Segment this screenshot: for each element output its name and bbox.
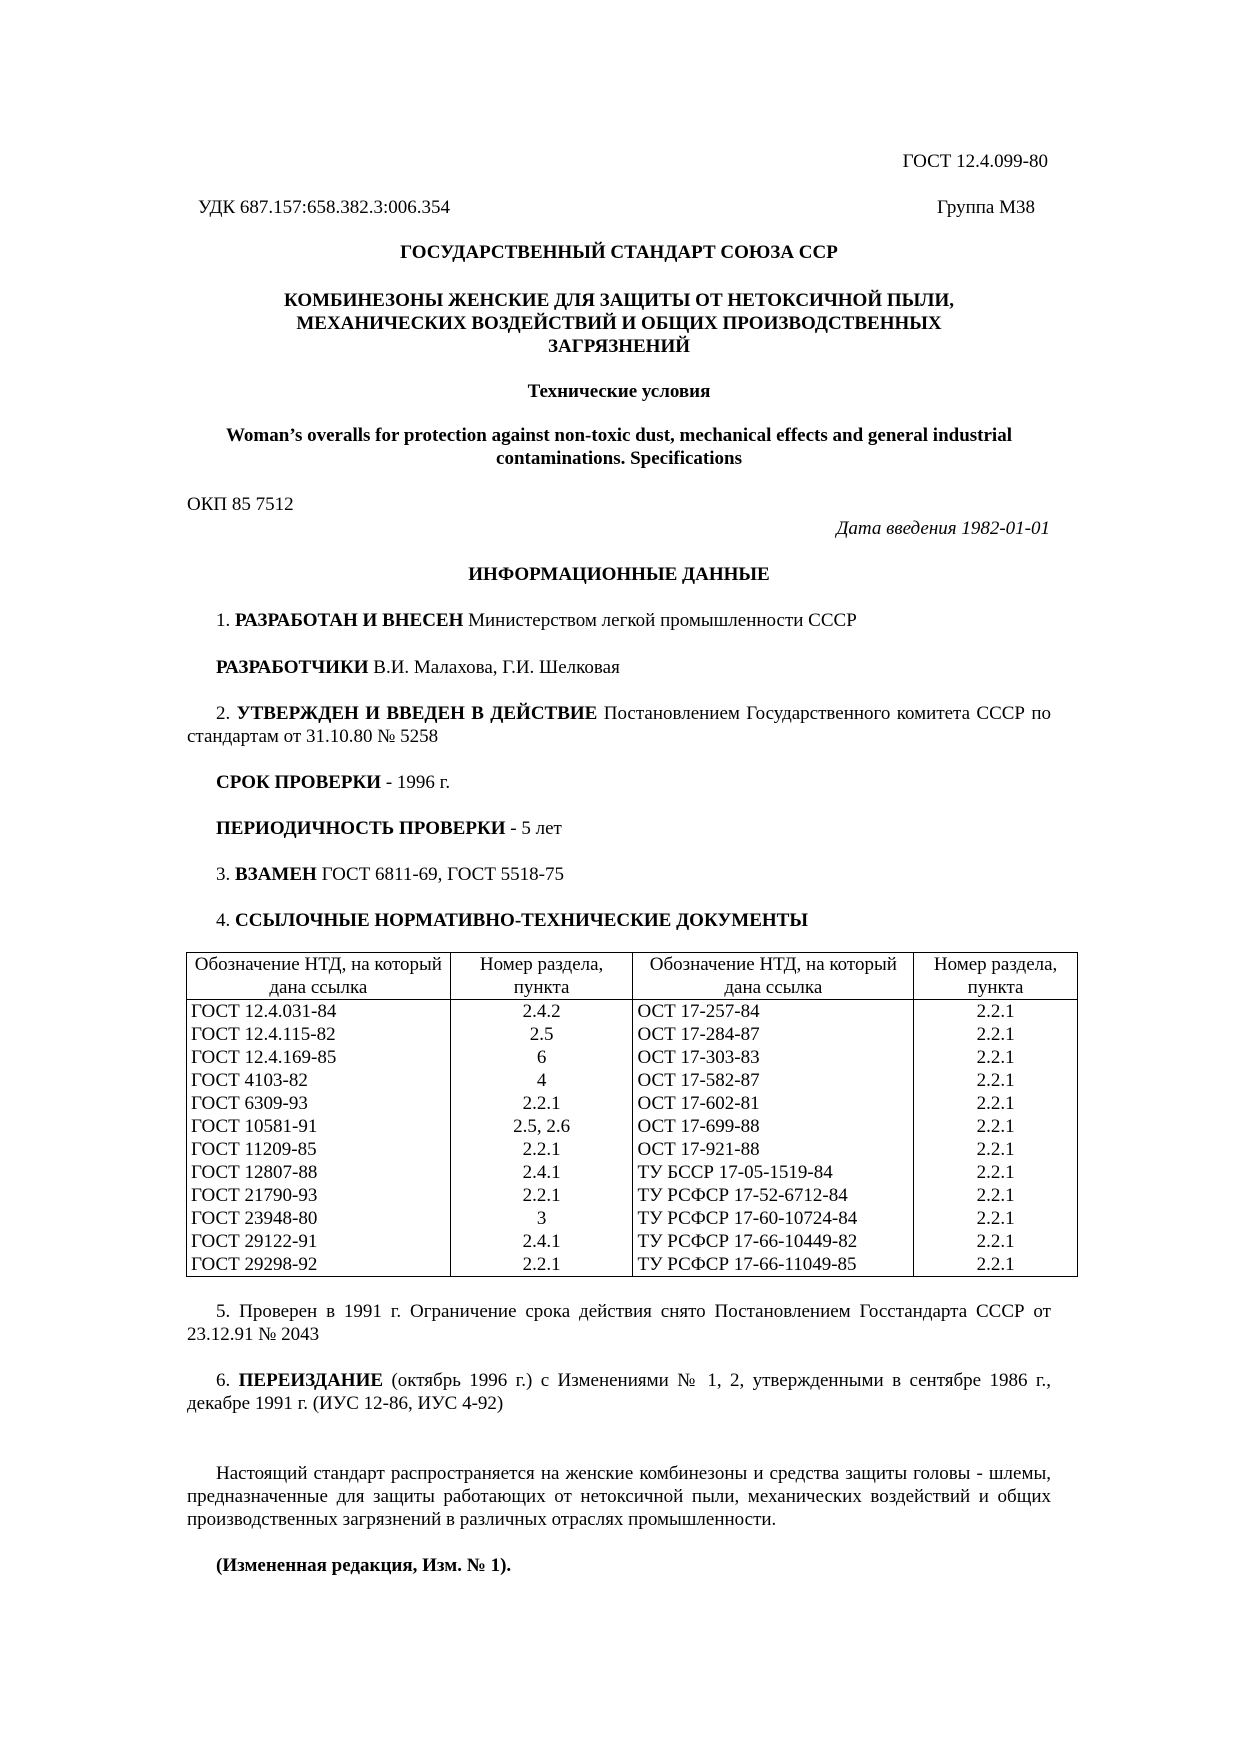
cell-doc: ОСТ 17-602-81 [633, 1092, 914, 1115]
cell-section: 2.4.1 [450, 1161, 633, 1184]
cell-doc: ТУ РСФСР 17-66-10449-82 [633, 1230, 914, 1253]
cell-doc: ГОСТ 10581-91 [187, 1115, 451, 1138]
cell-doc: ОСТ 17-284-87 [633, 1023, 914, 1046]
info-item-2 [187, 702, 1051, 748]
doc-title-line-3: ЗАГРЯЗНЕНИЙ [547, 336, 691, 357]
cell-doc: ГОСТ 21790-93 [187, 1184, 451, 1207]
doc-title-line-1: КОМБИНЕЗОНЫ ЖЕНСКИЕ ДЛЯ ЗАЩИТЫ ОТ НЕТОКСИЧНОЙ ПЫЛИ, [284, 290, 954, 311]
item-text: Министерством легкой промышленности СССР [468, 610, 857, 631]
cell-section: 2.4.1 [450, 1230, 633, 1253]
cell-section: 2.2.1 [914, 1000, 1078, 1024]
cell-section: 2.2.1 [914, 1230, 1078, 1253]
item-text: ГОСТ 6811-69, ГОСТ 5518-75 [321, 864, 564, 885]
table-row [187, 1000, 1078, 1024]
cell-doc: ТУ РСФСР 17-60-10724-84 [633, 1207, 914, 1230]
table-row [187, 1023, 1078, 1046]
cell-doc: ОСТ 17-582-87 [633, 1069, 914, 1092]
info-item-3 [216, 863, 1051, 886]
doc-code: ГОСТ 12.4.099-80 [902, 151, 1048, 172]
table-row [187, 1184, 1078, 1207]
info-developers [216, 656, 1051, 679]
item-label: ВЗАМЕН [235, 864, 317, 885]
cell-section: 4 [450, 1069, 633, 1092]
cell-doc: ГОСТ 12.4.169-85 [187, 1046, 451, 1069]
udk-code: УДК 687.157:658.382.3:006.354 [198, 197, 450, 218]
amended-note: (Измененная редакция, Изм. № 1). [216, 1555, 512, 1576]
info-item-4 [216, 909, 1051, 932]
info-review-term [216, 771, 1051, 794]
table-row [187, 1161, 1078, 1184]
table-row [187, 1069, 1078, 1092]
cell-section: 2.2.1 [914, 1023, 1078, 1046]
item-number: 2. [216, 703, 231, 724]
item-text: Постановлением Государственного комитета СССР по стандартам от 31.10.80 № 5258 [187, 703, 1052, 747]
table-header-row [187, 953, 1078, 1000]
english-title: Woman’s overalls for protection against non-toxic dust, mechanical effects and general industrial contaminations. Specifications [225, 425, 1012, 469]
cell-section: 2.5, 2.6 [450, 1115, 633, 1138]
item-text: (октябрь 1996 г.) с Изменениями № 1, 2, утвержденными в сентябре 1986 г., декабре 1991 г. (ИУС 12-86, ИУС 4-92) [187, 1370, 1052, 1414]
item-text: - 1996 г. [385, 772, 451, 793]
header-section-number-1: Номер раздела, пункта [450, 953, 633, 1000]
scope-paragraph: Настоящий стандарт распространяется на женские комбинезоны и средства защиты головы - шлемы, предназначенные для защиты работающих от нетоксичной пыли, механических воздействий и общих производственных загрязнений в различных отраслях промышленности. [187, 1463, 1051, 1530]
cell-section: 2.2.1 [914, 1046, 1078, 1069]
cell-section: 2.2.1 [450, 1138, 633, 1161]
info-heading: ИНФОРМАЦИОННЫЕ ДАННЫЕ [468, 564, 770, 585]
table-row [187, 1046, 1078, 1069]
info-review-period [216, 817, 1051, 840]
cell-section: 2.2.1 [450, 1184, 633, 1207]
cell-section: 2.2.1 [914, 1207, 1078, 1230]
table-row [187, 1207, 1078, 1230]
doc-subtitle: Технические условия [527, 381, 711, 402]
cell-doc: ОСТ 17-921-88 [633, 1138, 914, 1161]
doc-title-line-2: МЕХАНИЧЕСКИХ ВОЗДЕЙСТВИЙ И ОБЩИХ ПРОИЗВОДСТВЕННЫХ [296, 313, 942, 334]
item-label: РАЗРАБОТЧИКИ [216, 657, 369, 678]
cell-section: 2.2.1 [914, 1184, 1078, 1207]
item-number: 1. [216, 610, 231, 631]
cell-section: 2.2.1 [914, 1161, 1078, 1184]
group-code: Группа М38 [937, 197, 1035, 218]
item-label: ПЕРИОДИЧНОСТЬ ПРОВЕРКИ [216, 818, 506, 839]
header-section-number-2: Номер раздела, пункта [914, 953, 1078, 1000]
cell-doc: ТУ РСФСР 17-66-11049-85 [633, 1253, 914, 1277]
cell-section: 6 [450, 1046, 633, 1069]
okp-code: ОКП 85 7512 [187, 494, 294, 515]
cell-doc: ГОСТ 29122-91 [187, 1230, 451, 1253]
table-row [187, 1253, 1078, 1277]
table-row [187, 1138, 1078, 1161]
state-standard-title: ГОСУДАРСТВЕННЫЙ СТАНДАРТ СОЮЗА ССР [400, 242, 838, 263]
info-item-6 [187, 1369, 1051, 1415]
item-label: СРОК ПРОВЕРКИ [216, 772, 382, 793]
cell-section: 2.4.2 [450, 1000, 633, 1024]
cell-doc: ГОСТ 6309-93 [187, 1092, 451, 1115]
cell-section: 2.2.1 [914, 1138, 1078, 1161]
cell-section: 2.2.1 [450, 1253, 633, 1277]
intro-date: Дата введения 1982-01-01 [836, 518, 1050, 539]
item-number: 4. [216, 910, 231, 931]
cell-doc: ГОСТ 12.4.031-84 [187, 1000, 451, 1024]
table-row [187, 1230, 1078, 1253]
cell-doc: ГОСТ 29298-92 [187, 1253, 451, 1277]
cell-doc: ГОСТ 23948-80 [187, 1207, 451, 1230]
table-row [187, 1115, 1078, 1138]
info-item-5: 5. Проверен в 1991 г. Ограничение срока действия снято Постановлением Госстандарта СССР от 23.12.91 № 2043 [187, 1301, 1051, 1345]
item-label: УТВЕРЖДЕН И ВВЕДЕН В ДЕЙСТВИЕ [236, 703, 598, 724]
cell-section: 2.2.1 [450, 1092, 633, 1115]
cell-doc: ТУ РСФСР 17-52-6712-84 [633, 1184, 914, 1207]
cell-doc: ОСТ 17-699-88 [633, 1115, 914, 1138]
cell-section: 2.5 [450, 1023, 633, 1046]
item-text: - 5 лет [510, 818, 562, 839]
cell-section: 2.2.1 [914, 1092, 1078, 1115]
header-doc-designation-2: Обозначение НТД, на который дана ссылка [633, 953, 914, 1000]
cell-doc: ГОСТ 12807-88 [187, 1161, 451, 1184]
cell-doc: ГОСТ 11209-85 [187, 1138, 451, 1161]
reference-documents-table [186, 952, 1078, 1277]
item-text: В.И. Малахова, Г.И. Шелковая [373, 657, 620, 678]
cell-section: 2.2.1 [914, 1253, 1078, 1277]
cell-doc: ТУ БССР 17-05-1519-84 [633, 1161, 914, 1184]
item-number: 3. [216, 864, 231, 885]
doc-title [187, 289, 1051, 358]
cell-section: 2.2.1 [914, 1069, 1078, 1092]
item-label: ПЕРЕИЗДАНИЕ [238, 1370, 384, 1391]
cell-doc: ОСТ 17-257-84 [633, 1000, 914, 1024]
cell-doc: ОСТ 17-303-83 [633, 1046, 914, 1069]
item-label: РАЗРАБОТАН И ВНЕСЕН [235, 610, 464, 631]
cell-section: 2.2.1 [914, 1115, 1078, 1138]
info-item-1 [216, 609, 1051, 632]
header-doc-designation-1: Обозначение НТД, на который дана ссылка [187, 953, 451, 1000]
cell-section: 3 [450, 1207, 633, 1230]
table-row [187, 1092, 1078, 1115]
cell-doc: ГОСТ 12.4.115-82 [187, 1023, 451, 1046]
cell-doc: ГОСТ 4103-82 [187, 1069, 451, 1092]
item-number: 6. [216, 1370, 231, 1391]
item-label: ССЫЛОЧНЫЕ НОРМАТИВНО-ТЕХНИЧЕСКИЕ ДОКУМЕНТЫ [235, 910, 809, 931]
